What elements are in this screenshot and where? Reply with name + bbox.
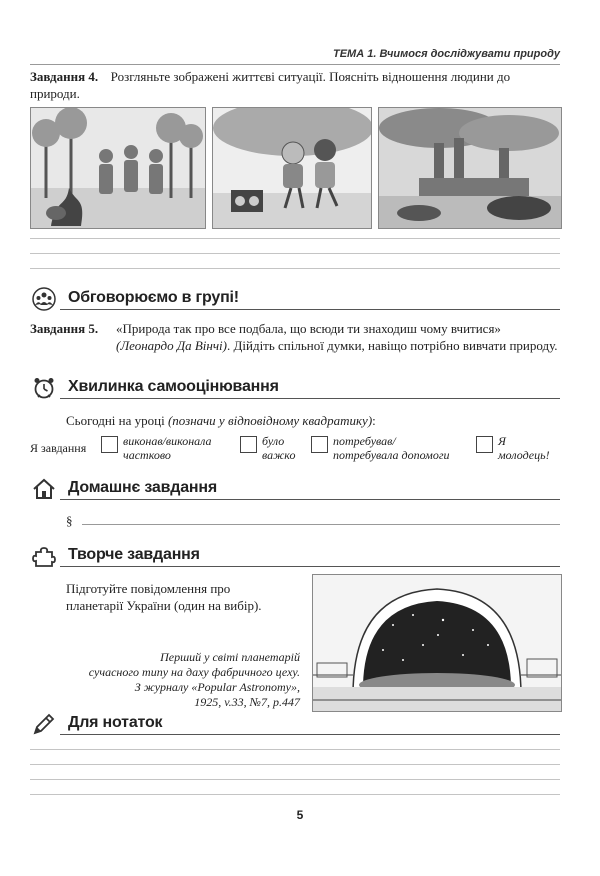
notes-line[interactable] [30,779,560,780]
paragraph-sign: § [66,513,73,528]
task-4-text: Розгляньте зображені життєві ситуації. Поясніть відношення людини до природи. [30,69,511,101]
option-checkbox[interactable] [476,436,493,453]
task-5-text [116,320,560,354]
option-well-done[interactable] [476,434,550,462]
self-assess-intro-end: : [372,413,376,428]
notes-line[interactable] [30,749,560,750]
option-difficult[interactable] [240,434,296,462]
section-underline [60,566,560,567]
caption-line-2: сучасного типу на даху фабричного цеху. [88,665,300,679]
section-homework [30,477,560,501]
answer-line[interactable] [30,238,560,239]
option-line2: потребувала допомоги [333,448,450,462]
section-underline [60,309,560,310]
self-assess-intro [66,412,560,429]
puzzle-icon [32,544,56,568]
alarm-clock-icon [32,376,56,400]
page-number: 5 [296,808,304,822]
section-title-label: Для нотаток [68,714,163,731]
option-needed-help[interactable] [311,434,450,462]
task-5-rest: . Дійдіть спільної думки, навіщо потрібно вивчати природу. [227,338,558,353]
answer-line[interactable] [30,268,560,269]
planetarium-image [312,574,562,712]
self-assess-intro-text: Сьогодні на уроці [66,413,165,428]
task-5-quote: «Природа так про все подбала, що всюди ти знаходиш чому вчитися» [116,321,501,336]
task-4-label: Завдання 4. [30,69,99,84]
homework-answer-line[interactable] [82,524,560,525]
task-5-author: (Леонардо Да Вінчі) [116,338,228,353]
option-line1: потребував/ [333,434,396,448]
self-assess-intro-hint: (позначи у відповідному квадратику) [167,413,373,428]
forest-fire-image [30,107,206,229]
section-underline [60,499,560,500]
notes-line[interactable] [30,794,560,795]
children-playing-image [212,107,372,229]
creative-task-text [66,580,306,614]
house-icon [32,477,56,501]
section-title-label: Творче завдання [68,546,200,563]
section-group-discussion [30,287,560,311]
option-line1: виконав/виконала [123,434,212,448]
section-self-assessment [30,376,560,400]
option-line1: Я [498,434,506,448]
task-5-label [30,320,110,337]
option-line2: частково [123,448,171,462]
notes-line[interactable] [30,764,560,765]
caption-line-1: Перший у світі планетарій [160,650,300,664]
caption-line-4: 1925, v.33, №7, p.447 [194,695,300,709]
header-rule [30,64,560,65]
section-underline [60,398,560,399]
option-checkbox[interactable] [240,436,257,453]
section-underline [60,734,560,735]
option-checkbox[interactable] [311,436,328,453]
section-title-label: Обговорюємо в групі! [68,289,239,306]
self-assess-lead: Я завдання [30,441,87,455]
creative-line-2: планетарії України (один на вибір). [66,598,262,613]
option-checkbox[interactable] [101,436,118,453]
pollution-image [378,107,562,229]
task-5-label-text: Завдання 5. [30,321,99,336]
pencil-icon [32,712,56,736]
task-4 [30,68,560,102]
section-title-label: Домашнє завдання [68,479,217,496]
option-partial[interactable] [101,434,212,462]
creative-line-1: Підготуйте повідомлення про [66,581,231,596]
answer-line[interactable] [30,253,560,254]
option-line1: було [262,434,285,448]
section-title-label: Хвилинка самооцінювання [68,378,279,395]
page-header: ТЕМА 1. Вчимося досліджувати природу [333,48,560,60]
caption-line-3: З журналу «Popular Astronomy», [134,680,300,694]
section-notes [30,712,560,736]
group-icon [32,287,56,311]
section-creative [30,544,560,568]
option-line2: важко [262,448,296,462]
planetarium-caption [66,650,300,710]
option-line2: молодець! [498,448,550,462]
